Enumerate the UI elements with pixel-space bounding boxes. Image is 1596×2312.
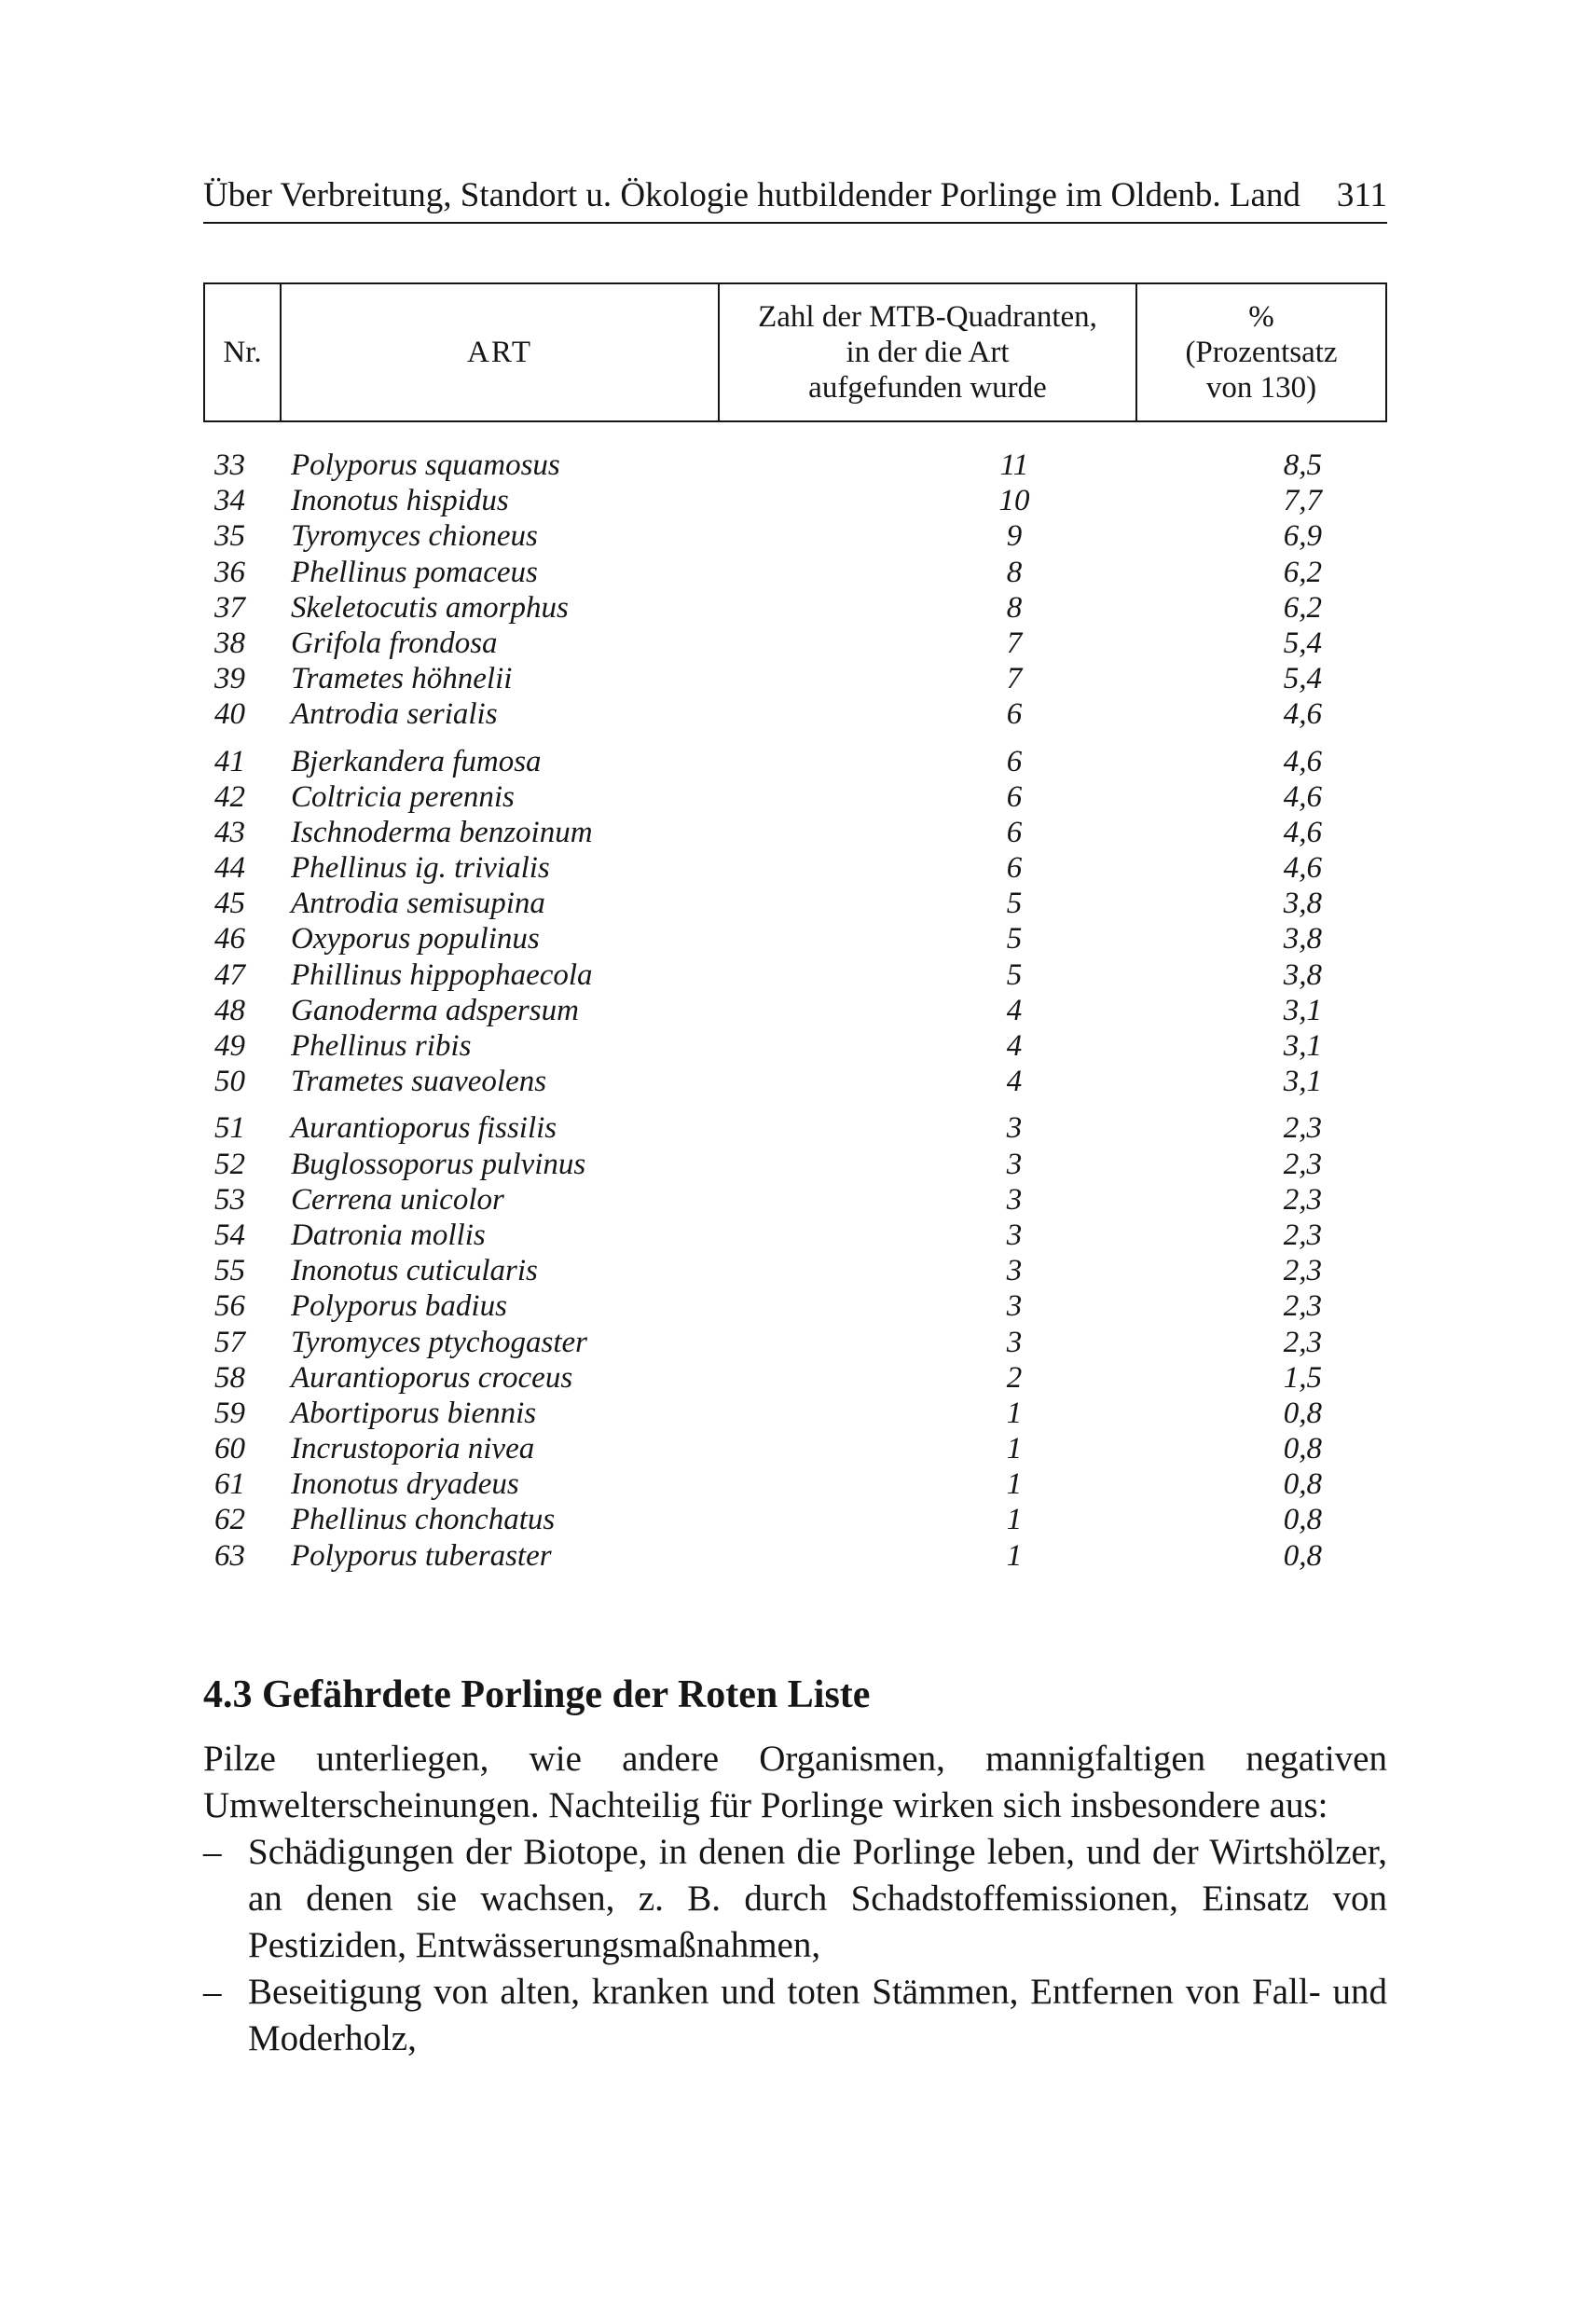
row-number: 44 [214,851,245,886]
row-number: 48 [214,993,245,1027]
percentage: 4,6 [1283,779,1322,814]
quadrant-count: 7 [1006,626,1023,660]
list-item [203,1969,1387,2062]
column-header-percent: % (Prozentsatz von 130) [1185,300,1338,405]
row-number: 49 [214,1029,245,1063]
percentage: 5,4 [1283,662,1322,696]
percentage: 2,3 [1283,1289,1322,1324]
quadrant-count: 1 [1006,1503,1023,1537]
table-row [203,815,1383,850]
quadrant-count: 7 [1006,662,1023,696]
quadrant-count: 1 [1006,1432,1023,1466]
percentage: 3,1 [1283,1029,1322,1063]
quadrant-count: 5 [1006,887,1023,921]
quadrant-count: 2 [1006,1360,1023,1395]
quadrant-count: 3 [1006,1218,1023,1252]
quadrant-count: 3 [1006,1182,1023,1217]
column-header-count: Zahl der MTB-Quadranten, in der die Art aufgefunden wurde [720,284,1137,420]
row-number: 50 [214,1065,245,1099]
row-number: 58 [214,1360,245,1395]
percentage: 3,8 [1283,957,1322,992]
percentage: 2,3 [1283,1254,1322,1288]
table-row [203,1396,1383,1431]
species-name: Grifola frondosa [291,626,498,660]
table-row [203,1466,1383,1502]
row-number: 40 [214,697,245,732]
percentage: 0,8 [1283,1467,1322,1502]
species-name: Aurantioporus croceus [291,1360,573,1395]
percentage: 4,6 [1283,744,1322,778]
page-number: 311 [1336,176,1387,214]
table-row [203,957,1383,993]
row-number: 42 [214,779,245,814]
quadrant-count: 4 [1006,1029,1023,1063]
column-header-art: ART [282,284,720,420]
list-dash: – [203,1832,222,1872]
species-name: Inonotus cuticularis [291,1254,538,1288]
quadrant-count: 1 [1006,1396,1023,1430]
quadrant-count: 6 [1006,779,1023,814]
table-row [203,1218,1383,1253]
species-name: Trametes höhnelii [291,662,513,696]
percentage: 3,1 [1283,993,1322,1027]
row-number: 39 [214,662,245,696]
species-name: Bjerkandera fumosa [291,744,542,778]
quadrant-count: 6 [1006,744,1023,778]
percentage: 7,7 [1283,484,1322,518]
running-header [203,170,1387,224]
percentage: 0,8 [1283,1432,1322,1466]
table-row [203,921,1383,956]
table-row [203,1325,1383,1360]
table-row [203,447,1383,483]
quadrant-count: 3 [1006,1254,1023,1288]
species-name: Incrustoporia nivea [291,1432,535,1466]
hazard-list [203,1829,1387,2062]
percentage: 3,8 [1283,887,1322,921]
percentage: 6,2 [1283,555,1322,589]
species-name: Abortiporus biennis [291,1396,537,1430]
row-number: 55 [214,1254,245,1288]
percentage: 0,8 [1283,1538,1322,1573]
row-number: 59 [214,1396,245,1430]
table-row [203,518,1383,554]
species-name: Phellinus ribis [291,1029,472,1063]
percentage: 0,8 [1283,1503,1322,1537]
percentage: 2,3 [1283,1325,1322,1359]
percentage: 1,5 [1283,1360,1322,1395]
quadrant-count: 5 [1006,957,1023,992]
percentage: 4,6 [1283,697,1322,732]
quadrant-count: 8 [1006,590,1023,625]
species-name: Cerrena unicolor [291,1182,504,1217]
table-row [203,1538,1383,1574]
table-row [203,779,1383,815]
percentage: 6,2 [1283,590,1322,625]
list-item [203,1829,1387,1969]
percentage: 3,1 [1283,1065,1322,1099]
row-number: 46 [214,922,245,956]
row-number: 41 [214,744,245,778]
percentage: 5,4 [1283,626,1322,660]
species-name: Coltricia perennis [291,779,515,814]
species-name: Inonotus dryadeus [291,1467,519,1502]
quadrant-count: 6 [1006,697,1023,732]
row-number: 52 [214,1147,245,1181]
intro-paragraph: Pilze unterliegen, wie andere Organismen, mannigfaltigen negativen Umwelterscheinungen. Nachteilig für Porlinge wirken sich insbesondere aus: [203,1739,1387,1825]
quadrant-count: 6 [1006,851,1023,886]
row-number: 54 [214,1218,245,1252]
table-row [203,1182,1383,1218]
species-name: Buglossoporus pulvinus [291,1147,586,1181]
row-number: 43 [214,815,245,849]
row-number: 56 [214,1289,245,1324]
quadrant-count: 1 [1006,1467,1023,1502]
quadrant-count: 3 [1006,1325,1023,1359]
species-name: Ischnoderma benzoinum [291,815,593,849]
species-name: Phellinus ig. trivialis [291,851,550,886]
column-header-nr: Nr. [205,284,282,420]
quadrant-count: 3 [1006,1289,1023,1324]
quadrant-count: 3 [1006,1111,1023,1146]
row-number: 37 [214,590,245,625]
quadrant-count: 8 [1006,555,1023,589]
species-name: Aurantioporus fissilis [291,1111,557,1146]
species-name: Inonotus hispidus [291,484,509,518]
table-row [203,744,1383,779]
quadrant-count: 5 [1006,922,1023,956]
running-title: Über Verbreitung, Standort u. Ökologie hutbildender Porlinge im Oldenb. Land [203,176,1300,214]
table-row [203,1360,1383,1396]
quadrant-count: 3 [1006,1147,1023,1181]
species-name: Datronia mollis [291,1218,486,1252]
quadrant-count: 6 [1006,815,1023,849]
row-number: 61 [214,1467,245,1502]
species-name: Phellinus chonchatus [291,1503,556,1537]
percentage: 4,6 [1283,815,1322,849]
species-name: Phellinus pomaceus [291,555,538,589]
species-name: Tyromyces chioneus [291,519,538,554]
table-row [203,993,1383,1028]
list-dash: – [203,1972,222,2012]
table-row [203,850,1383,886]
section-heading: 4.3 Gefährdete Porlinge der Roten Liste [203,1673,871,1716]
quadrant-count: 9 [1006,519,1023,554]
row-number: 57 [214,1325,245,1359]
percentage: 2,3 [1283,1147,1322,1181]
table-row [203,1253,1383,1288]
percentage: 2,3 [1283,1218,1322,1252]
quadrant-count: 4 [1006,1065,1023,1099]
row-number: 63 [214,1538,245,1573]
percentage: 4,6 [1283,851,1322,886]
species-table [203,447,1383,1574]
row-number: 33 [214,448,245,482]
row-number: 53 [214,1182,245,1217]
row-number: 34 [214,484,245,518]
species-name: Oxyporus populinus [291,922,540,956]
table-row [203,1028,1383,1064]
percentage: 2,3 [1283,1111,1322,1146]
table-row [203,590,1383,626]
table-row [203,1064,1383,1099]
table-row [203,483,1383,518]
quadrant-count: 1 [1006,1538,1023,1573]
table-row [203,1431,1383,1466]
quadrant-count: 4 [1006,993,1023,1027]
row-number: 35 [214,519,245,554]
percentage: 8,5 [1283,448,1322,482]
table-row [203,1502,1383,1537]
table-row [203,626,1383,661]
species-name: Antrodia serialis [291,697,498,732]
table-row [203,696,1383,732]
species-name: Polyporus squamosus [291,448,560,482]
row-number: 60 [214,1432,245,1466]
table-row [203,661,1383,696]
table-row [203,1147,1383,1182]
percentage: 2,3 [1283,1182,1322,1217]
percentage: 3,8 [1283,922,1322,956]
species-name: Skeletocutis amorphus [291,590,569,625]
species-name: Phillinus hippophaecola [291,957,593,992]
list-item-text: Schädigungen der Biotope, in denen die Porlinge leben, und der Wirtshölzer, an denen sie wachsen, z. B. durch Schadstoffemissionen, Einsatz von Pestiziden, Entwässerungsmaßnahmen, [248,1832,1387,1965]
table-row [203,1288,1383,1324]
quadrant-count: 10 [998,484,1030,518]
list-item-text: Beseitigung von alten, kranken und toten Stämmen, Entfernen von Fall- und Moderholz, [248,1972,1387,2058]
table-row [203,886,1383,921]
table-row [203,1110,1383,1146]
row-number: 47 [214,957,245,992]
table-row [203,555,1383,590]
species-name: Tyromyces ptychogaster [291,1325,587,1359]
row-number: 38 [214,626,245,660]
percentage: 6,9 [1283,519,1322,554]
species-name: Antrodia semisupina [291,887,545,921]
species-name: Ganoderma adspersum [291,993,579,1027]
species-name: Polyporus badius [291,1289,507,1324]
species-name: Trametes suaveolens [291,1065,547,1099]
row-number: 36 [214,555,245,589]
quadrant-count: 11 [999,448,1029,482]
species-name: Polyporus tuberaster [291,1538,552,1573]
percentage: 0,8 [1283,1396,1322,1430]
row-number: 51 [214,1111,245,1146]
row-number: 62 [214,1503,245,1537]
row-number: 45 [214,887,245,921]
table-header [203,282,1387,422]
